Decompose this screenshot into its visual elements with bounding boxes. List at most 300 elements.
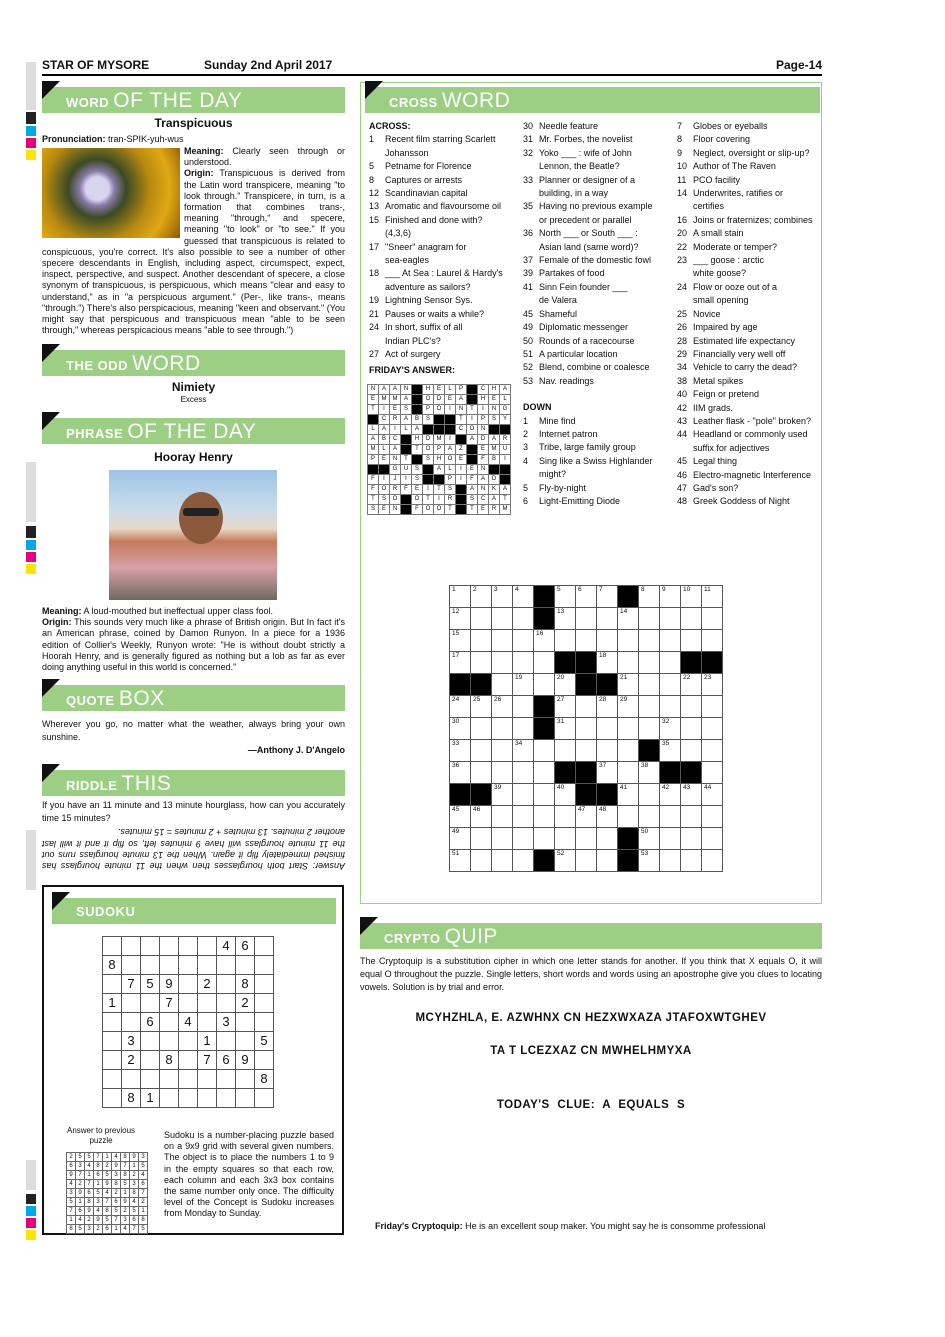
sudoku-cell: 8	[160, 1051, 179, 1070]
crossword-cell[interactable]	[555, 674, 576, 696]
sudoku-cell[interactable]	[103, 937, 122, 956]
clue-number: 39	[494, 784, 502, 791]
crossword-cell[interactable]	[618, 630, 639, 652]
clue-line: 38 Metal spikes	[677, 375, 744, 386]
crossword-cell[interactable]	[660, 696, 681, 718]
answer-cell: A	[390, 445, 401, 455]
answer-cell: H	[412, 435, 423, 445]
crossword-cell[interactable]	[639, 718, 660, 740]
crossword-cell[interactable]	[471, 806, 492, 828]
clue-line: 3 Tribe, large family group	[523, 442, 636, 453]
crossword-cell[interactable]	[555, 718, 576, 740]
crossword-cell[interactable]	[681, 740, 702, 762]
sudoku-cell[interactable]	[255, 1089, 274, 1108]
crossword-cell[interactable]	[639, 850, 660, 872]
crossword-cell[interactable]	[492, 608, 513, 630]
clue-number: 34	[515, 740, 523, 747]
crossword-cell[interactable]	[576, 740, 597, 762]
mini-cell: 9	[94, 1216, 103, 1225]
crossword-cell[interactable]	[639, 586, 660, 608]
sudoku-cell[interactable]	[122, 1013, 141, 1032]
crossword-cell[interactable]	[639, 762, 660, 784]
crossword-cell[interactable]	[471, 696, 492, 718]
sudoku-cell[interactable]	[236, 1089, 255, 1108]
crossword-cell[interactable]	[576, 586, 597, 608]
crossword-cell[interactable]	[492, 696, 513, 718]
crossword-cell[interactable]	[513, 696, 534, 718]
crossword-cell[interactable]	[513, 608, 534, 630]
sudoku-cell: 2	[236, 994, 255, 1013]
crossword-cell[interactable]	[555, 696, 576, 718]
sudoku-cell[interactable]	[255, 975, 274, 994]
sudoku-cell[interactable]	[141, 994, 160, 1013]
black-cell	[639, 740, 660, 762]
crossword-cell[interactable]	[534, 652, 555, 674]
answer-cell	[401, 435, 412, 445]
sudoku-cell[interactable]	[198, 956, 217, 975]
sudoku-cell[interactable]	[141, 937, 160, 956]
crossword-cell[interactable]	[660, 850, 681, 872]
mini-cell: 9	[67, 1171, 76, 1180]
crossword-cell[interactable]	[513, 740, 534, 762]
crossword-cell[interactable]	[639, 828, 660, 850]
crossword-cell[interactable]	[576, 608, 597, 630]
crossword-cell[interactable]	[471, 762, 492, 784]
clue-line: 49 Diplomatic messenger	[523, 322, 629, 333]
sudoku-cell[interactable]	[179, 1070, 198, 1089]
crossword-cell[interactable]	[513, 586, 534, 608]
black-cell	[534, 608, 555, 630]
crossword-cell[interactable]	[639, 652, 660, 674]
crossword-cell[interactable]	[702, 784, 723, 806]
sudoku-cell[interactable]	[236, 1070, 255, 1089]
crossword-cell[interactable]	[471, 828, 492, 850]
mini-cell: 7	[85, 1180, 94, 1189]
crossword-cell[interactable]	[492, 740, 513, 762]
crossword-cell[interactable]	[660, 630, 681, 652]
sudoku-cell[interactable]	[122, 956, 141, 975]
crossword-cell[interactable]	[597, 762, 618, 784]
crossword-cell[interactable]	[597, 586, 618, 608]
sudoku-cell[interactable]	[122, 1070, 141, 1089]
answer-cell: T	[445, 505, 456, 515]
crossword-cell[interactable]	[576, 718, 597, 740]
black-cell	[576, 652, 597, 674]
black-cell	[471, 784, 492, 806]
crossword-cell[interactable]	[492, 718, 513, 740]
crossword-cell[interactable]	[492, 586, 513, 608]
answer-cell	[412, 395, 423, 405]
crossword-cell[interactable]	[471, 608, 492, 630]
crossword-cell[interactable]	[702, 850, 723, 872]
crossword-cell[interactable]	[492, 762, 513, 784]
sudoku-cell[interactable]	[160, 1089, 179, 1108]
crossword-cell[interactable]	[492, 784, 513, 806]
crossword-cell[interactable]	[492, 674, 513, 696]
clue-number: 42	[662, 784, 670, 791]
mini-cell: 7	[112, 1216, 121, 1225]
crossword-cell[interactable]	[471, 586, 492, 608]
crossword-cell[interactable]	[492, 806, 513, 828]
answer-cell	[379, 465, 390, 475]
clue-line: 14 Underwrites, ratifies or	[677, 188, 784, 199]
crossword-cell[interactable]	[513, 652, 534, 674]
crossword-cell[interactable]	[576, 630, 597, 652]
crossword-cell[interactable]	[597, 696, 618, 718]
crossword-cell[interactable]	[513, 718, 534, 740]
crossword-cell[interactable]	[639, 696, 660, 718]
crossword-cell[interactable]	[450, 740, 471, 762]
odd-word-meaning: Excess	[180, 395, 207, 404]
black-cell	[534, 718, 555, 740]
sudoku-cell[interactable]	[255, 994, 274, 1013]
crossword-cell[interactable]	[681, 806, 702, 828]
sudoku-cell[interactable]	[141, 956, 160, 975]
crossword-cell[interactable]	[681, 608, 702, 630]
crossword-cell[interactable]	[555, 630, 576, 652]
sudoku-cell[interactable]	[179, 956, 198, 975]
riddle-answer-upside-down: Answer: Start both hourglasses then when the 11 minute hourglass has finished immediately flip it again. When the 13 minute hourglass runs out the 11 minute hourglass will have 9 minutes left, so flip it and it will last another 2 minutes. 13 minutes + 2 minutes = 15 minutes.	[42, 827, 345, 871]
mini-cell: 1	[130, 1162, 139, 1171]
crossword-cell[interactable]	[555, 586, 576, 608]
crossword-cell[interactable]	[450, 828, 471, 850]
crossword-cell[interactable]	[450, 762, 471, 784]
crossword-cell[interactable]	[702, 608, 723, 630]
sudoku-cell: 9	[160, 975, 179, 994]
crossword-cell[interactable]	[639, 630, 660, 652]
answer-cell: I	[445, 435, 456, 445]
mini-cell: 5	[112, 1207, 121, 1216]
crossword-cell[interactable]	[576, 696, 597, 718]
mini-cell: 8	[85, 1198, 94, 1207]
crossword-cell[interactable]	[618, 608, 639, 630]
crossword-cell[interactable]	[555, 784, 576, 806]
crossword-cell[interactable]	[471, 652, 492, 674]
sudoku-cell[interactable]	[255, 1013, 274, 1032]
sudoku-cell[interactable]	[217, 1032, 236, 1051]
answer-cell	[445, 415, 456, 425]
sudoku-cell[interactable]	[122, 994, 141, 1013]
mini-cell: 5	[103, 1171, 112, 1180]
mini-cell: 6	[139, 1180, 148, 1189]
sudoku-cell: 6	[141, 1013, 160, 1032]
crossword-cell[interactable]	[639, 608, 660, 630]
mini-cell: 2	[94, 1225, 103, 1234]
crossword-cell[interactable]	[513, 850, 534, 872]
crossword-cell[interactable]	[618, 806, 639, 828]
crossword-cell[interactable]	[471, 850, 492, 872]
crossword-cell[interactable]	[534, 784, 555, 806]
crossword-cell[interactable]	[702, 740, 723, 762]
crossword-cell[interactable]	[618, 784, 639, 806]
crossword-cell[interactable]	[576, 850, 597, 872]
crossword-cell[interactable]	[618, 652, 639, 674]
crossword-cell[interactable]	[618, 696, 639, 718]
crossword-cell[interactable]	[555, 806, 576, 828]
crossword-cell[interactable]	[450, 608, 471, 630]
answer-cell: R	[390, 415, 401, 425]
mini-cell: 9	[130, 1153, 139, 1162]
clue-line: 42 IIM grads.	[677, 402, 734, 413]
crossword-cell[interactable]	[513, 828, 534, 850]
crossword-cell[interactable]	[597, 850, 618, 872]
crossword-cell[interactable]	[597, 740, 618, 762]
sudoku-cell[interactable]	[198, 1089, 217, 1108]
answer-cell: R	[500, 435, 511, 445]
crossword-cell[interactable]	[597, 608, 618, 630]
mini-cell: 4	[130, 1198, 139, 1207]
mini-cell: 4	[112, 1153, 121, 1162]
black-cell	[660, 762, 681, 784]
sudoku-cell[interactable]	[160, 1013, 179, 1032]
crossword-cell[interactable]	[597, 828, 618, 850]
crossword-cell[interactable]	[450, 696, 471, 718]
crossword-cell[interactable]	[618, 674, 639, 696]
crossword-cell[interactable]	[597, 806, 618, 828]
answer-cell: H	[489, 385, 500, 395]
crossword-cell[interactable]	[660, 586, 681, 608]
sudoku-cell[interactable]	[217, 1070, 236, 1089]
sudoku-cell[interactable]	[217, 994, 236, 1013]
clue-line: 13 Aromatic and flavoursome oil	[369, 201, 502, 212]
sudoku-cell[interactable]	[103, 975, 122, 994]
clue-line: 23 ___ goose : arctic	[677, 255, 765, 266]
crossword-cell[interactable]	[702, 674, 723, 696]
answer-cell: F	[478, 455, 489, 465]
crossword-cell[interactable]	[702, 806, 723, 828]
sudoku-cell[interactable]	[198, 994, 217, 1013]
clue-line: 7 Globes or eyeballs	[677, 121, 768, 131]
answer-cell: T	[368, 405, 379, 415]
sudoku-cell[interactable]	[103, 1089, 122, 1108]
black-cell	[702, 652, 723, 674]
crossword-cell[interactable]	[660, 828, 681, 850]
crossword-cell[interactable]	[513, 762, 534, 784]
crossword-cell[interactable]	[660, 674, 681, 696]
crossword-cell[interactable]	[534, 806, 555, 828]
friday-answer-grid	[367, 384, 511, 515]
crossword-cell[interactable]	[702, 828, 723, 850]
sudoku-cell[interactable]	[179, 994, 198, 1013]
crossword-cell[interactable]	[660, 784, 681, 806]
hooray-henry-photo	[109, 470, 277, 600]
crossword-cell[interactable]	[555, 828, 576, 850]
crossword-cell[interactable]	[639, 674, 660, 696]
grid-row	[368, 485, 511, 495]
sudoku-cell[interactable]	[103, 1070, 122, 1089]
sudoku-cell[interactable]	[122, 937, 141, 956]
grid-row	[67, 1216, 148, 1225]
answer-cell: E	[445, 395, 456, 405]
clue-line: 45 Legal thing	[677, 456, 738, 467]
crossword-cell[interactable]	[618, 762, 639, 784]
crossword-cell[interactable]	[660, 718, 681, 740]
crossword-cell[interactable]	[534, 674, 555, 696]
crossword-cell[interactable]	[660, 806, 681, 828]
grid-row	[450, 608, 723, 630]
answer-cell: N	[456, 405, 467, 415]
sudoku-cell[interactable]	[236, 956, 255, 975]
answer-cell: P	[456, 385, 467, 395]
crossword-cell[interactable]	[555, 608, 576, 630]
answer-cell: N	[478, 465, 489, 475]
crossword-cell[interactable]	[702, 630, 723, 652]
crossword-cell[interactable]	[471, 718, 492, 740]
sudoku-cell[interactable]	[160, 1070, 179, 1089]
sudoku-cell[interactable]	[141, 1070, 160, 1089]
sudoku-cell[interactable]	[236, 1013, 255, 1032]
answer-cell: T	[500, 495, 511, 505]
crossword-cell[interactable]	[681, 784, 702, 806]
sudoku-cell[interactable]	[179, 937, 198, 956]
crossword-cell[interactable]	[534, 740, 555, 762]
crossword-cell[interactable]	[618, 740, 639, 762]
crossword-cell[interactable]	[492, 850, 513, 872]
grid-row	[67, 1171, 148, 1180]
sudoku-cell[interactable]	[198, 1070, 217, 1089]
sudoku-cell[interactable]	[103, 1032, 122, 1051]
answer-cell: A	[390, 385, 401, 395]
sudoku-cell[interactable]	[179, 1051, 198, 1070]
answer-cell: T	[423, 495, 434, 505]
sudoku-cell[interactable]	[103, 1013, 122, 1032]
crossword-cell[interactable]	[450, 850, 471, 872]
crossword-cell[interactable]	[513, 784, 534, 806]
answer-cell: I	[467, 415, 478, 425]
sudoku-cell[interactable]	[141, 1051, 160, 1070]
crossword-cell[interactable]	[660, 608, 681, 630]
crossword-cell[interactable]	[681, 630, 702, 652]
crossword-cell[interactable]	[534, 762, 555, 784]
sudoku-cell[interactable]	[217, 956, 236, 975]
crossword-cell[interactable]	[660, 652, 681, 674]
crossword-cell[interactable]	[450, 652, 471, 674]
mini-cell: 5	[85, 1153, 94, 1162]
answer-cell	[423, 465, 434, 475]
grid-row	[67, 1162, 148, 1171]
riddle-question: If you have an 11 minute and 13 minute hourglass, how can you accurately time 15 minutes?	[42, 800, 345, 823]
clue-line: 45 Shameful	[523, 308, 578, 319]
answer-cell: T	[368, 495, 379, 505]
crossword-cell[interactable]	[450, 806, 471, 828]
crossword-cell[interactable]	[555, 850, 576, 872]
sudoku-cell[interactable]	[255, 1051, 274, 1070]
crossword-cell[interactable]	[471, 740, 492, 762]
crossword-cell[interactable]	[576, 806, 597, 828]
clue-line: 9 Neglect, oversight or slip-up?	[677, 147, 810, 158]
sudoku-cell[interactable]	[198, 1013, 217, 1032]
crossword-cell[interactable]	[576, 828, 597, 850]
crossword-cell[interactable]	[660, 740, 681, 762]
mini-cell: 4	[121, 1225, 130, 1234]
clue-line: or precedent or parallel	[539, 214, 632, 225]
sudoku-cell[interactable]	[103, 1051, 122, 1070]
crossword-cell[interactable]	[450, 630, 471, 652]
clue-line: 4 Sing like a Swiss Highlander	[523, 455, 653, 466]
answer-cell: C	[379, 415, 390, 425]
crossword-grid[interactable]	[449, 585, 723, 872]
crossword-cell[interactable]	[681, 828, 702, 850]
mini-cell: 8	[130, 1189, 139, 1198]
crossword-cell[interactable]	[534, 630, 555, 652]
mini-cell: 6	[130, 1216, 139, 1225]
crossword-cell[interactable]	[702, 762, 723, 784]
crossword-cell[interactable]	[702, 586, 723, 608]
mini-cell: 4	[94, 1207, 103, 1216]
sudoku-cell[interactable]	[160, 937, 179, 956]
grid-row	[450, 784, 723, 806]
sudoku-cell[interactable]	[217, 1089, 236, 1108]
answer-cell: B	[489, 455, 500, 465]
sudoku-cell[interactable]	[217, 975, 236, 994]
clue-number: 24	[452, 696, 460, 703]
crossword-cell[interactable]	[450, 718, 471, 740]
crossword-cell[interactable]	[492, 652, 513, 674]
crossword-cell[interactable]	[471, 630, 492, 652]
crossword-cell[interactable]	[681, 718, 702, 740]
sudoku-cell: 3	[122, 1032, 141, 1051]
answer-cell: J	[390, 475, 401, 485]
crossword-cell[interactable]	[597, 652, 618, 674]
crossword-cell[interactable]	[681, 586, 702, 608]
clue-line: adventure as sailors?	[385, 281, 471, 292]
grid-row	[450, 850, 723, 872]
crossword-cell[interactable]	[597, 718, 618, 740]
crossword-cell[interactable]	[681, 674, 702, 696]
crossword-cell[interactable]	[702, 718, 723, 740]
clue-line: 21 Pauses or waits a while?	[369, 308, 485, 319]
crossword-cell[interactable]	[492, 828, 513, 850]
crossword-cell[interactable]	[597, 630, 618, 652]
sudoku-cell[interactable]	[160, 956, 179, 975]
crossword-cell[interactable]	[492, 630, 513, 652]
sudoku-cell[interactable]	[160, 1032, 179, 1051]
clue-number: 46	[473, 806, 481, 813]
sudoku-cell[interactable]	[236, 1032, 255, 1051]
grid-row	[67, 1198, 148, 1207]
sudoku-cell[interactable]	[255, 937, 274, 956]
grid-row	[103, 1070, 274, 1089]
crossword-cell[interactable]	[618, 718, 639, 740]
clue-number: 5	[557, 586, 561, 593]
clue-line: 28 Estimated life expectancy	[677, 335, 796, 346]
black-cell	[618, 586, 639, 608]
crossword-cell[interactable]	[639, 806, 660, 828]
sudoku-cell[interactable]	[179, 1089, 198, 1108]
crossword-cell[interactable]	[513, 806, 534, 828]
sudoku-cell[interactable]	[141, 1032, 160, 1051]
crossword-cell[interactable]	[534, 828, 555, 850]
sudoku-cell[interactable]	[198, 937, 217, 956]
crossword-cell[interactable]	[639, 784, 660, 806]
crossword-cell[interactable]	[450, 586, 471, 608]
mini-cell: 8	[103, 1207, 112, 1216]
crossword-cell[interactable]	[513, 674, 534, 696]
crossword-cell[interactable]	[681, 850, 702, 872]
clue-line: 27 Act of surgery	[369, 348, 441, 359]
sudoku-cell[interactable]	[255, 956, 274, 975]
crossword-cell[interactable]	[681, 696, 702, 718]
sudoku-cell[interactable]	[179, 1032, 198, 1051]
answer-cell: T	[434, 485, 445, 495]
answer-cell: P	[445, 475, 456, 485]
mini-cell: 9	[121, 1198, 130, 1207]
sudoku-cell[interactable]	[179, 975, 198, 994]
answer-cell: N	[390, 455, 401, 465]
crossword-cell[interactable]	[702, 696, 723, 718]
crossword-cell[interactable]	[513, 630, 534, 652]
crossword-cell[interactable]	[555, 740, 576, 762]
